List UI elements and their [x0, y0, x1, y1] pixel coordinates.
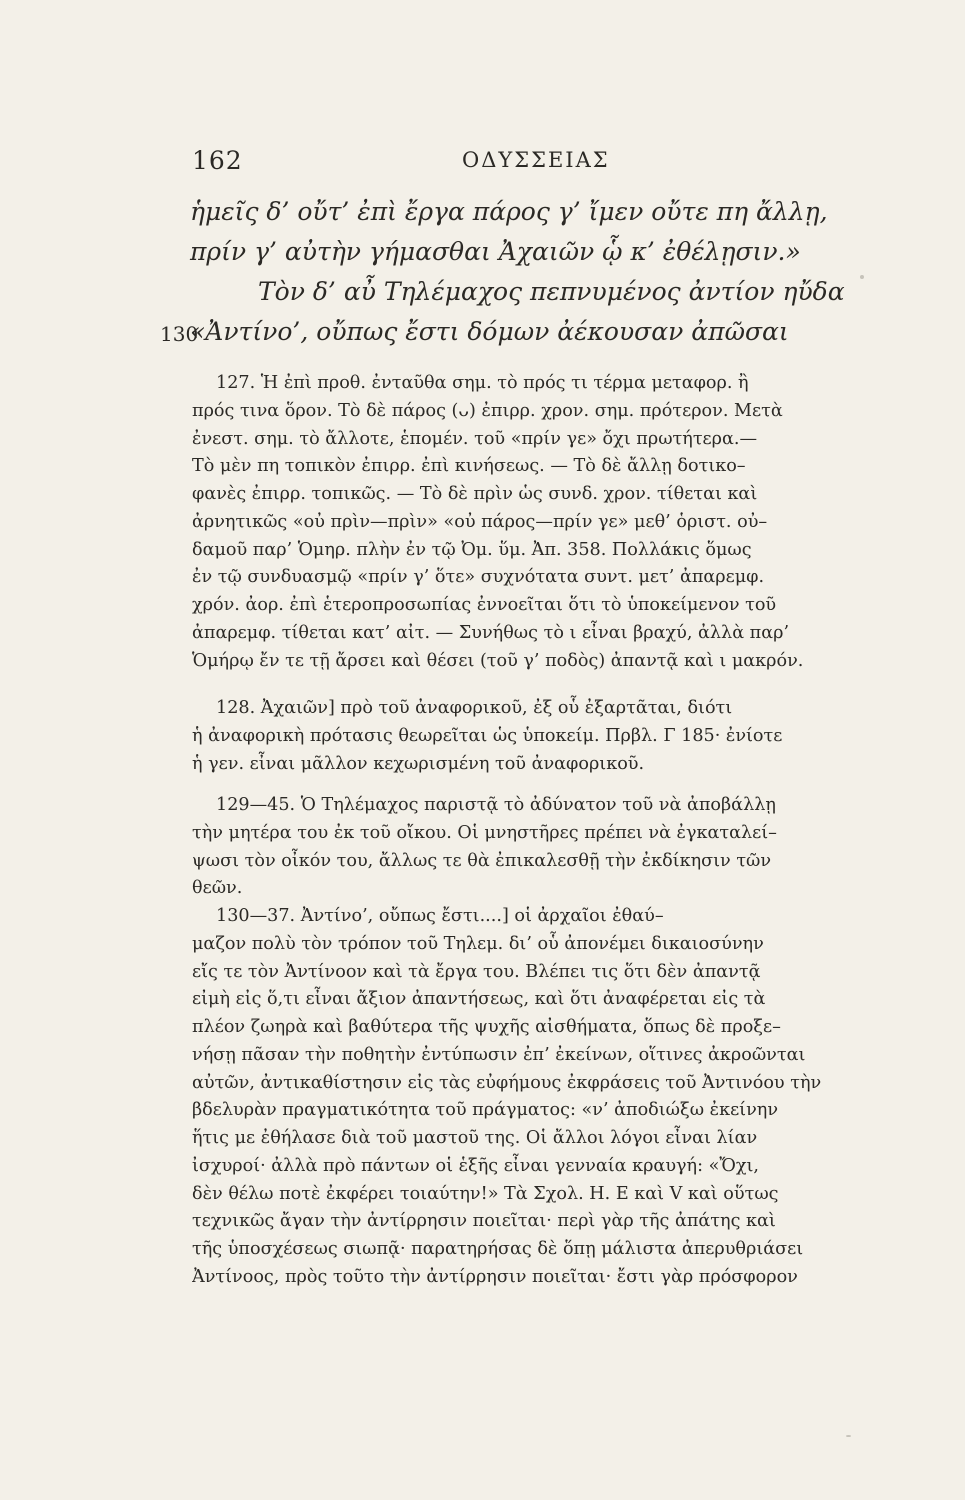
commentary-line: τεχνικῶς ἄγαν τὴν ἀντίρρησιν ποιεῖται· περὶ γὰρ τῆς ἀπάτης καὶ [192, 1211, 776, 1232]
page-number: 162 [192, 146, 243, 175]
commentary-line: δὲν θέλω ποτὲ ἐκφέρει τοιαύτην!» Τὰ Σχολ. Η. Ε καὶ V καὶ οὕτως [192, 1183, 779, 1204]
verse-text: Τὸν δ’ αὖ Τηλέμαχος πεπνυμένος ἀντίον ηὔδα [258, 277, 845, 306]
commentary-line: νήσῃ πᾶσαν τὴν ποθητὴν ἐντύπωσιν ἐπ’ ἐκείνων, οἵτινες ἀκροῶνται [192, 1044, 806, 1065]
verse-line [258, 272, 918, 312]
commentary-line: ἐν τῷ συνδυασμῷ «πρίν γ’ ὅτε» συχνότατα συντ. μετ’ ἀπαρεμφ. [192, 567, 765, 588]
commentary-note-129 [192, 792, 848, 903]
verse-line [160, 312, 850, 352]
commentary-line: μαζον πολὺ τὸν τρόπον τοῦ Τηλεμ. δι’ οὗ ἀπονέμει δικαιοσύνην [192, 933, 764, 954]
commentary-line: φανὲς ἐπιρρ. τοπικῶς. — Τὸ δὲ πρὶν ὡς συνδ. χρον. τίθεται καὶ [192, 484, 758, 504]
commentary-line: πρός τινα ὅρον. Τὸ δὲ πάρος (ᴗ) ἐπιρρ. χρον. σημ. πρότερον. Μετὰ [192, 400, 783, 421]
commentary-line: Τὸ μὲν πη τοπικὸν ἐπιρρ. ἐπὶ κινήσεως. — Τὸ δὲ ἄλλῃ δοτικο– [192, 456, 746, 477]
commentary-line: Ὁμήρῳ ἔν τε τῇ ἄρσει καὶ θέσει (τοῦ γ’ ποδὸς) ἀπαντᾷ καὶ ι μακρόν. [192, 650, 804, 671]
verse-line [190, 192, 850, 232]
commentary-line: δαμοῦ παρ’ Ὁμηρ. πλὴν ἐν τῷ Ὀμ. ὕμ. Ἀπ. 358. Πολλάκις ὅμως [192, 539, 752, 560]
commentary-line: βδελυρὰν πραγματικότητα τοῦ πράγματος: «ν’ ἀποδιώξω ἐκείνην [192, 1100, 779, 1121]
commentary-note-130 [192, 903, 848, 1292]
commentary-line: τῆς ὑποσχέσεως σιωπᾷ· παρατηρήσας δὲ ὅπῃ μάλιστα ἀπερυθριάσει [192, 1239, 804, 1259]
commentary-line: εἴς τε τὸν Ἀντίνοον καὶ τὰ ἔργα του. Βλέπει τις ὅτι δὲν ἀπαντᾷ [192, 961, 761, 982]
commentary-line: χρόν. ἀορ. ἐπὶ ἑτεροπροσωπίας ἐννοεῖται ὅτι τὸ ὑποκείμενον τοῦ [192, 595, 777, 615]
verse-text: πρίν γ’ αὐτὴν γήμασθαι Ἀχαιῶν ᾧ κ’ ἐθέλῃσιν.» [190, 237, 801, 266]
paper-speck [860, 275, 864, 279]
verse-text: ἡμεῖς δ’ οὔτ’ ἐπὶ ἔργα πάρος γ’ ἴμεν οὔτε πη ἄλλῃ, [190, 197, 828, 226]
commentary-line: 127. Ἡ ἐπὶ προθ. ἐνταῦθα σημ. τὸ πρός τι τέρμα μεταφορ. ἢ [216, 373, 749, 393]
commentary-line: ἡ ἀναφορικὴ πρότασις θεωρεῖται ὡς ὑποκείμ. Πρβλ. Γ 185· ἐνίοτε [192, 725, 783, 746]
verse-text: «Ἀντίνο’, οὔπως ἔστι δόμων ἀέκουσαν ἀπῶσαι [190, 317, 789, 346]
commentary-line: ἀπαρεμφ. τίθεται κατ’ αἰτ. — Συνήθως τὸ ι εἶναι βραχύ, ἀλλὰ παρ’ [192, 622, 790, 643]
commentary-line: αὐτῶν, ἀντικαθίστησιν εἰς τὰς εὐφήμους ἐκφράσεις τοῦ Ἀντινόου τὴν [192, 1072, 822, 1093]
commentary-line: τὴν μητέρα του ἐκ τοῦ οἴκου. Οἱ μνηστῆρες πρέπει νὰ ἐγκαταλεί– [192, 822, 777, 843]
running-title: ΟΔΥΣΣΕΙΑΣ [462, 148, 610, 172]
verse-line-number: 130 [160, 322, 199, 346]
commentary-line: ψωσι τὸν οἶκόν του, ἄλλως τε θὰ ἐπικαλεσθῇ τὴν ἐκδίκησιν τῶν [192, 850, 772, 871]
commentary-line: ἀρνητικῶς «οὐ πρὶν—πρὶν» «οὐ πάρος—πρίν γε» μεθ’ ὁριστ. οὐ– [192, 511, 768, 532]
commentary-line: πλέον ζωηρὰ καὶ βαθύτερα τῆς ψυχῆς αἰσθήματα, ὅπως δὲ προξε– [192, 1017, 781, 1037]
commentary-line: ἰσχυροί· ἀλλὰ πρὸ πάντων οἱ ἑξῆς εἶναι γενναία κραυγή: «Ὄχι, [192, 1155, 759, 1176]
commentary-line: ἡ γεν. εἶναι μᾶλλον κεχωρισμένη τοῦ ἀναφορικοῦ. [192, 753, 645, 774]
commentary-line: 129—45. Ὁ Τηλέμαχος παριστᾷ τὸ ἀδύνατον τοῦ νὰ ἀποβάλλῃ [216, 795, 776, 815]
commentary-line: ἥτις με ἐθήλασε διὰ τοῦ μαστοῦ της. Οἱ ἄλλοι λόγοι εἶναι λίαν [192, 1128, 758, 1148]
commentary-note-128 [192, 695, 848, 778]
commentary-line: 130—37. Ἀντίνο’, οὔπως ἔστι....] οἱ ἀρχαῖοι ἐθαύ– [216, 906, 664, 926]
commentary-line: θεῶν. [192, 878, 243, 899]
commentary-line: Ἀντίνοος, πρὸς τοῦτο τὴν ἀντίρρησιν ποιεῖται· ἔστι γὰρ πρόσφορον [192, 1266, 798, 1287]
verse-line [190, 232, 850, 272]
commentary-line: ἐνεστ. σημ. τὸ ἄλλοτε, ἑπομέν. τοῦ «πρίν γε» ὄχι πρωτήτερα.— [192, 428, 758, 449]
commentary-note-127 [192, 370, 848, 675]
commentary-line: 128. Ἀχαιῶν] πρὸ τοῦ ἀναφορικοῦ, ἐξ οὗ ἐξαρτᾶται, διότι [216, 698, 733, 718]
page-header [192, 146, 852, 180]
commentary-line: εἰμὴ εἰς ὅ,τι εἶναι ἄξιον ἀπαντήσεως, καὶ ὅτι ἀναφέρεται εἰς τὰ [192, 989, 766, 1010]
paper-speck [846, 1435, 851, 1437]
